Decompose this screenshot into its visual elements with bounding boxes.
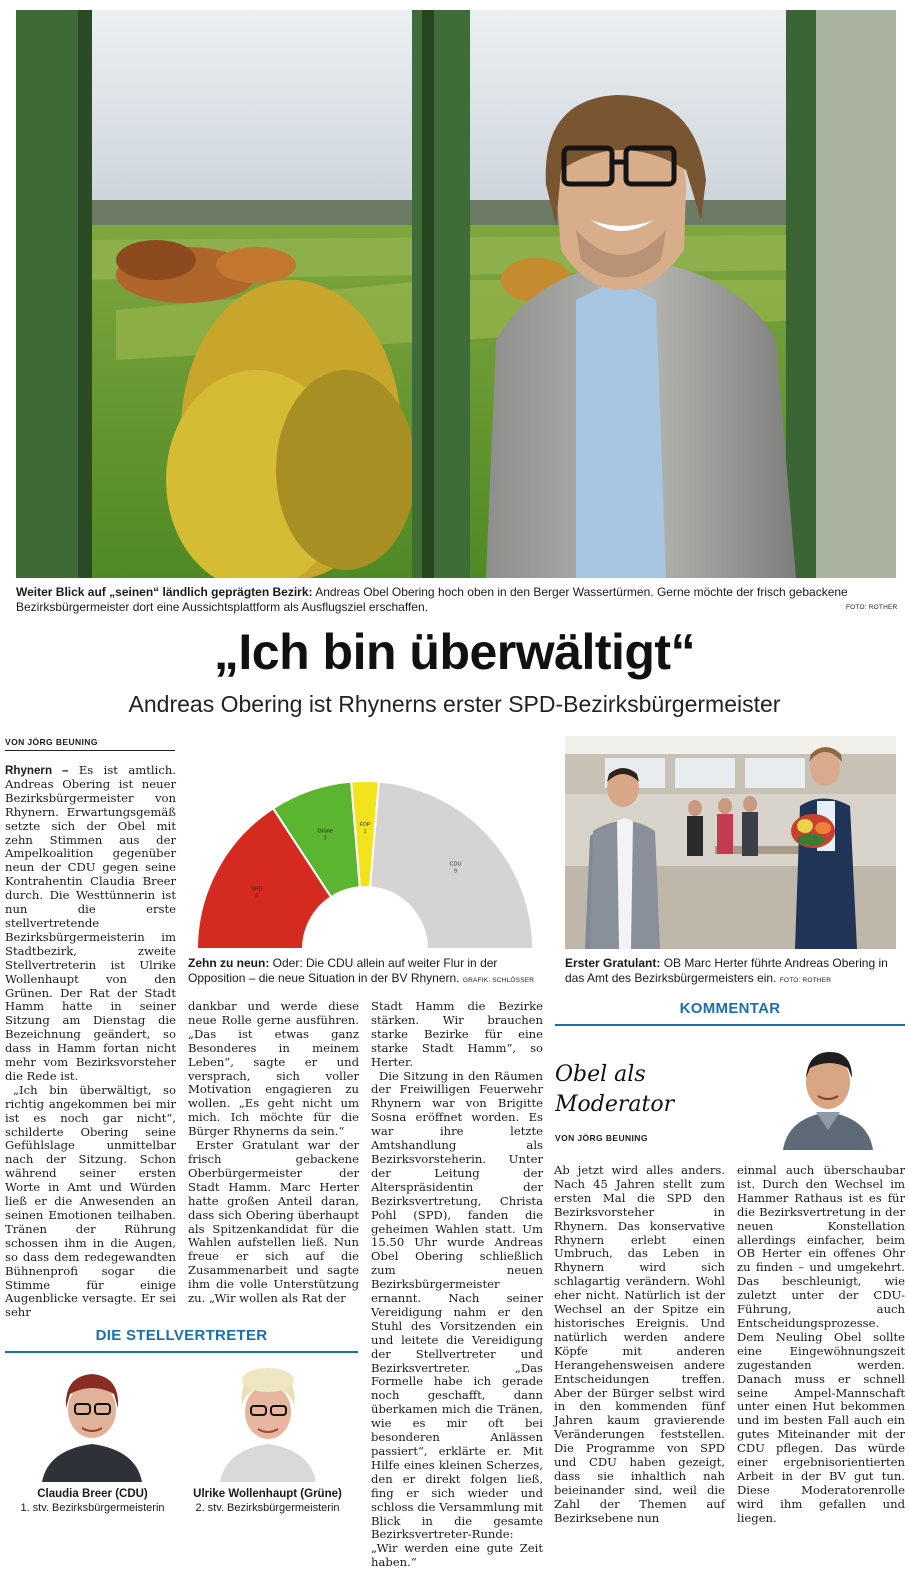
main-photo-caption-lead: Weiter Blick auf „seinen“ ländlich geprägten Bezirk: [16, 585, 313, 599]
landscape-portrait-photo [16, 10, 896, 578]
gratulant-photo [565, 736, 896, 949]
byline-rule [5, 750, 175, 751]
subheadline: Andreas Obering ist Rhynerns erster SPD-Bezirksbürgermeister [128, 691, 781, 717]
gratulant-caption-lead: Erster Gratulant: [565, 956, 661, 970]
article-paragraph-3: dankbar und werde diese neue Rolle gerne ausführen. „Das ist etwas ganz Besonderes in meinem Leben“, sagte er und versprach, sich voller Motivation engagieren zu wollen. „Es geht nicht um mich. Ich möchte für die Bürger Rhynerns da sein.“ [188, 999, 359, 1139]
kommentar-rule [555, 1024, 905, 1026]
kommentar-column-1: Ab jetzt wird alles anders. Nach 45 Jahren stellt zum ersten Mal die SPD den Bezirksvorsteher in Rhynern. Das konservative Rhynern erlebt einen Umbruch, das Leben in Rhynern wird sich schlagartig verändern. Wohl eher nicht. Natürlich ist der Wechsel an der Spitze ein historisches Ereignis. Und natürlich werden andere Köpfe mit anderen Herangehensweisen andere Entscheidungen treffen. Aber der Bürger selbst wird in den kommenden fünf Jahren kaum gravierende Veränderungen feststellen. Die Programme von SPD und CDU haben gezeigt, dass sie inhaltlich nah beieinander sind, weil die Zahl der Themen auf Bezirksebene nun [554, 1163, 725, 1525]
chart-value-spd: 6 [255, 893, 259, 900]
chart-label-grne: Grüne [317, 828, 333, 835]
stellvertreter-heading: DIE STELLVERTRETER [95, 1327, 268, 1344]
headline: „Ich bin überwältigt“ [213, 624, 696, 680]
wollenhaupt-portrait [190, 1362, 345, 1482]
article-column-1 [5, 764, 176, 1320]
dateline: Rhynern – [5, 764, 69, 777]
main-photo-caption [16, 585, 896, 615]
gratulant-caption-text: OB Marc Herter führte Andreas Obering in das Amt des Bezirksbürgermeisters ein. [565, 956, 888, 985]
breer-portrait [20, 1362, 165, 1482]
article-column-3 [371, 1000, 543, 1570]
breer-role: 1. stv. Bezirksbürgermeisterin [20, 1502, 165, 1514]
chart-value-fdp: 1 [363, 829, 367, 835]
main-photo [16, 10, 896, 578]
seat-chart-svg [188, 734, 543, 952]
gratulant-credit: FOTO: ROTHER [779, 977, 832, 984]
article-column-2 [188, 1000, 359, 1306]
stellvertreter-rule [5, 1351, 358, 1353]
person-card-wollenhaupt [190, 1362, 345, 1514]
chart-caption [188, 956, 543, 988]
article-paragraph-4: Erster Gratulant war der frisch gebackene Oberbürgermeister der Stadt Hamm. Marc Herter hatte großen Anteil daran, dass sich Obering überhaupt als Spitzenkandidat für die Wahlen aufstellen ließ. Nun freue er sich auf die Zusammenarbeit und sagte ihm die volle Unterstützung zu. „Wir wollen als Rat der [188, 1138, 359, 1306]
chart-caption-text: Oder: Die CDU allein auf weiter Flur in der Opposition – die neue Situation in der BV Rhynern. [188, 956, 498, 985]
gratulant-caption [565, 956, 896, 988]
article-paragraph-6: Die Sitzung in den Räumen der Freiwilligen Feuerwehr Rhynern war von Brigitte Sosna eröffnet worden. Es war ihre letzte Amtshandlung als Bezirksvorsteherin. Unter der Leitung der Alterspräsidentin der Bezirksvertretung, Christa Pohl (SPD), fanden die geheimen Wahlen statt. Um 15.50 Uhr wurde Andreas Obel Obering schließlich zum neuen Bezirksbürgermeister ernannt. Nach seiner Vereidigung nahm er den Stuhl des Vorsitzenden ein und leitete die Vereidigung der Stellvertreter und Bezirksvertreter. „Das Formelle habe ich gerade noch geschafft, dann überkamen mich die Tränen, wie es mir oft bei besonderen Anlässen passiert“, erklärte er. Mit Hilfe eines kleinen Scherzes, den er direkt folgen ließ, fing er sich wieder und schloss die Versammlung mit Blick in die gesamte Bezirksvertreter-Runde: „Wir werden eine gute Zeit haben.“ [371, 1068, 543, 1570]
chart-label-fdp: FDP [359, 822, 371, 828]
chart-label-spd: SPD [251, 886, 263, 893]
ceremony-photo [565, 736, 896, 949]
kommentar-label: KOMMENTAR [679, 1000, 781, 1017]
chart-credit: GRAFIK: SCHLÖSSER [462, 977, 535, 984]
article-byline: VON JÖRG BEUNING [5, 737, 98, 747]
article-paragraph-2: „Ich bin überwältigt, so richtig angekommen bei mir ist es noch gar nicht“, schilderte Obering seine Gefühlslage unmittelbar nach der Sitzung. Schon während seiner ersten Worte in Amt und Würden ließ er die Anwesenden an seinen Emotionen teilhaben. Tränen der Rührung schossen ihm in die Augen, so dass dem redegewandten Bühnenprofi sogar die Stimme für einige Augenblicke versagte. Er sei sehr [5, 1082, 176, 1320]
kommentar-column-2: einmal auch überschaubar ist. Durch den Wechsel im Hammer Rathaus ist es für die Bezirksvertretung in der neuen Konstellation allerdings einfacher, beim OB Herter ein offenes Ohr zu finden – und umgekehrt. Das beschleunigt, wie zuletzt unter der CDU-Führung, auch Entscheidungsprozesse. Dem Neuling Obel sollte eine Eingewöhnungszeit zugestanden werden. Danach muss er schnell seine Ampel-Mannschaft unter einen Hut bekommen und im besten Fall auch ein gutes Miteinander mit der CDU pflegen. Das würde einer ergebnisorientierten Arbeit in der BV gut tun. Diese Moderatorenrolle wird ihm gefallen und liegen. [737, 1163, 905, 1525]
article-paragraph-1: Rhynern – Es ist amtlich. Andreas Obering ist neuer Bezirksbürgermeister von Rhynern. Erwartungsgemäß setzte sich der Obel mit zehn Stimmen aus der Ampelkoalition gegenüber neun der CDU gegen seine Kontrahentin Claudia Breer durch. Die Westtünnerin ist nun die erste stellvertretende Bezirksbürgermeisterin im Stadtbezirk, zweite Stellvertreterin ist Ulrike Wollenhaupt von den Grünen. Der Rat der Stadt Hamm hatte in seiner Sitzung am Dienstag die Bezeichnung geändert, so dass in Hamm fortan nicht mehr vom Bezirksvorsteher die Rede ist. [5, 763, 176, 1083]
kommentar-title-line-1: Obel als [555, 1062, 646, 1087]
kommentar-author-photo [778, 1040, 878, 1150]
breer-name: Claudia Breer (CDU) [37, 1488, 148, 1500]
article-paragraph-5: Stadt Hamm die Bezirke stärken. Wir brauchen starke Bezirke für eine starke Stadt Hamm“, so Herter. [371, 999, 543, 1069]
main-photo-caption-text: Andreas Obel Obering hoch oben in den Berger Wassertürmen. Gerne möchte der frisch gebackene Bezirksbürgermeister dort eine Aussichtsplattform als Ausflugsziel erschaffen. [16, 585, 848, 614]
chart-value-cdu: 9 [453, 868, 458, 875]
kommentar-title-line-2: Moderator [555, 1092, 675, 1117]
seat-chart [188, 734, 543, 952]
author-portrait [778, 1040, 878, 1150]
chart-caption-lead: Zehn zu neun: [188, 956, 270, 970]
chart-label-cdu: CDU [449, 861, 462, 868]
kommentar-title [555, 1060, 674, 1120]
wollenhaupt-name: Ulrike Wollenhaupt (Grüne) [193, 1488, 342, 1500]
wollenhaupt-role: 2. stv. Bezirksbürgermeisterin [195, 1502, 340, 1514]
person-card-breer [20, 1362, 165, 1514]
kommentar-byline: VON JÖRG BEUNING [555, 1133, 648, 1143]
chart-value-grne: 3 [323, 835, 327, 842]
main-photo-credit: FOTO: ROTHER [846, 604, 898, 611]
